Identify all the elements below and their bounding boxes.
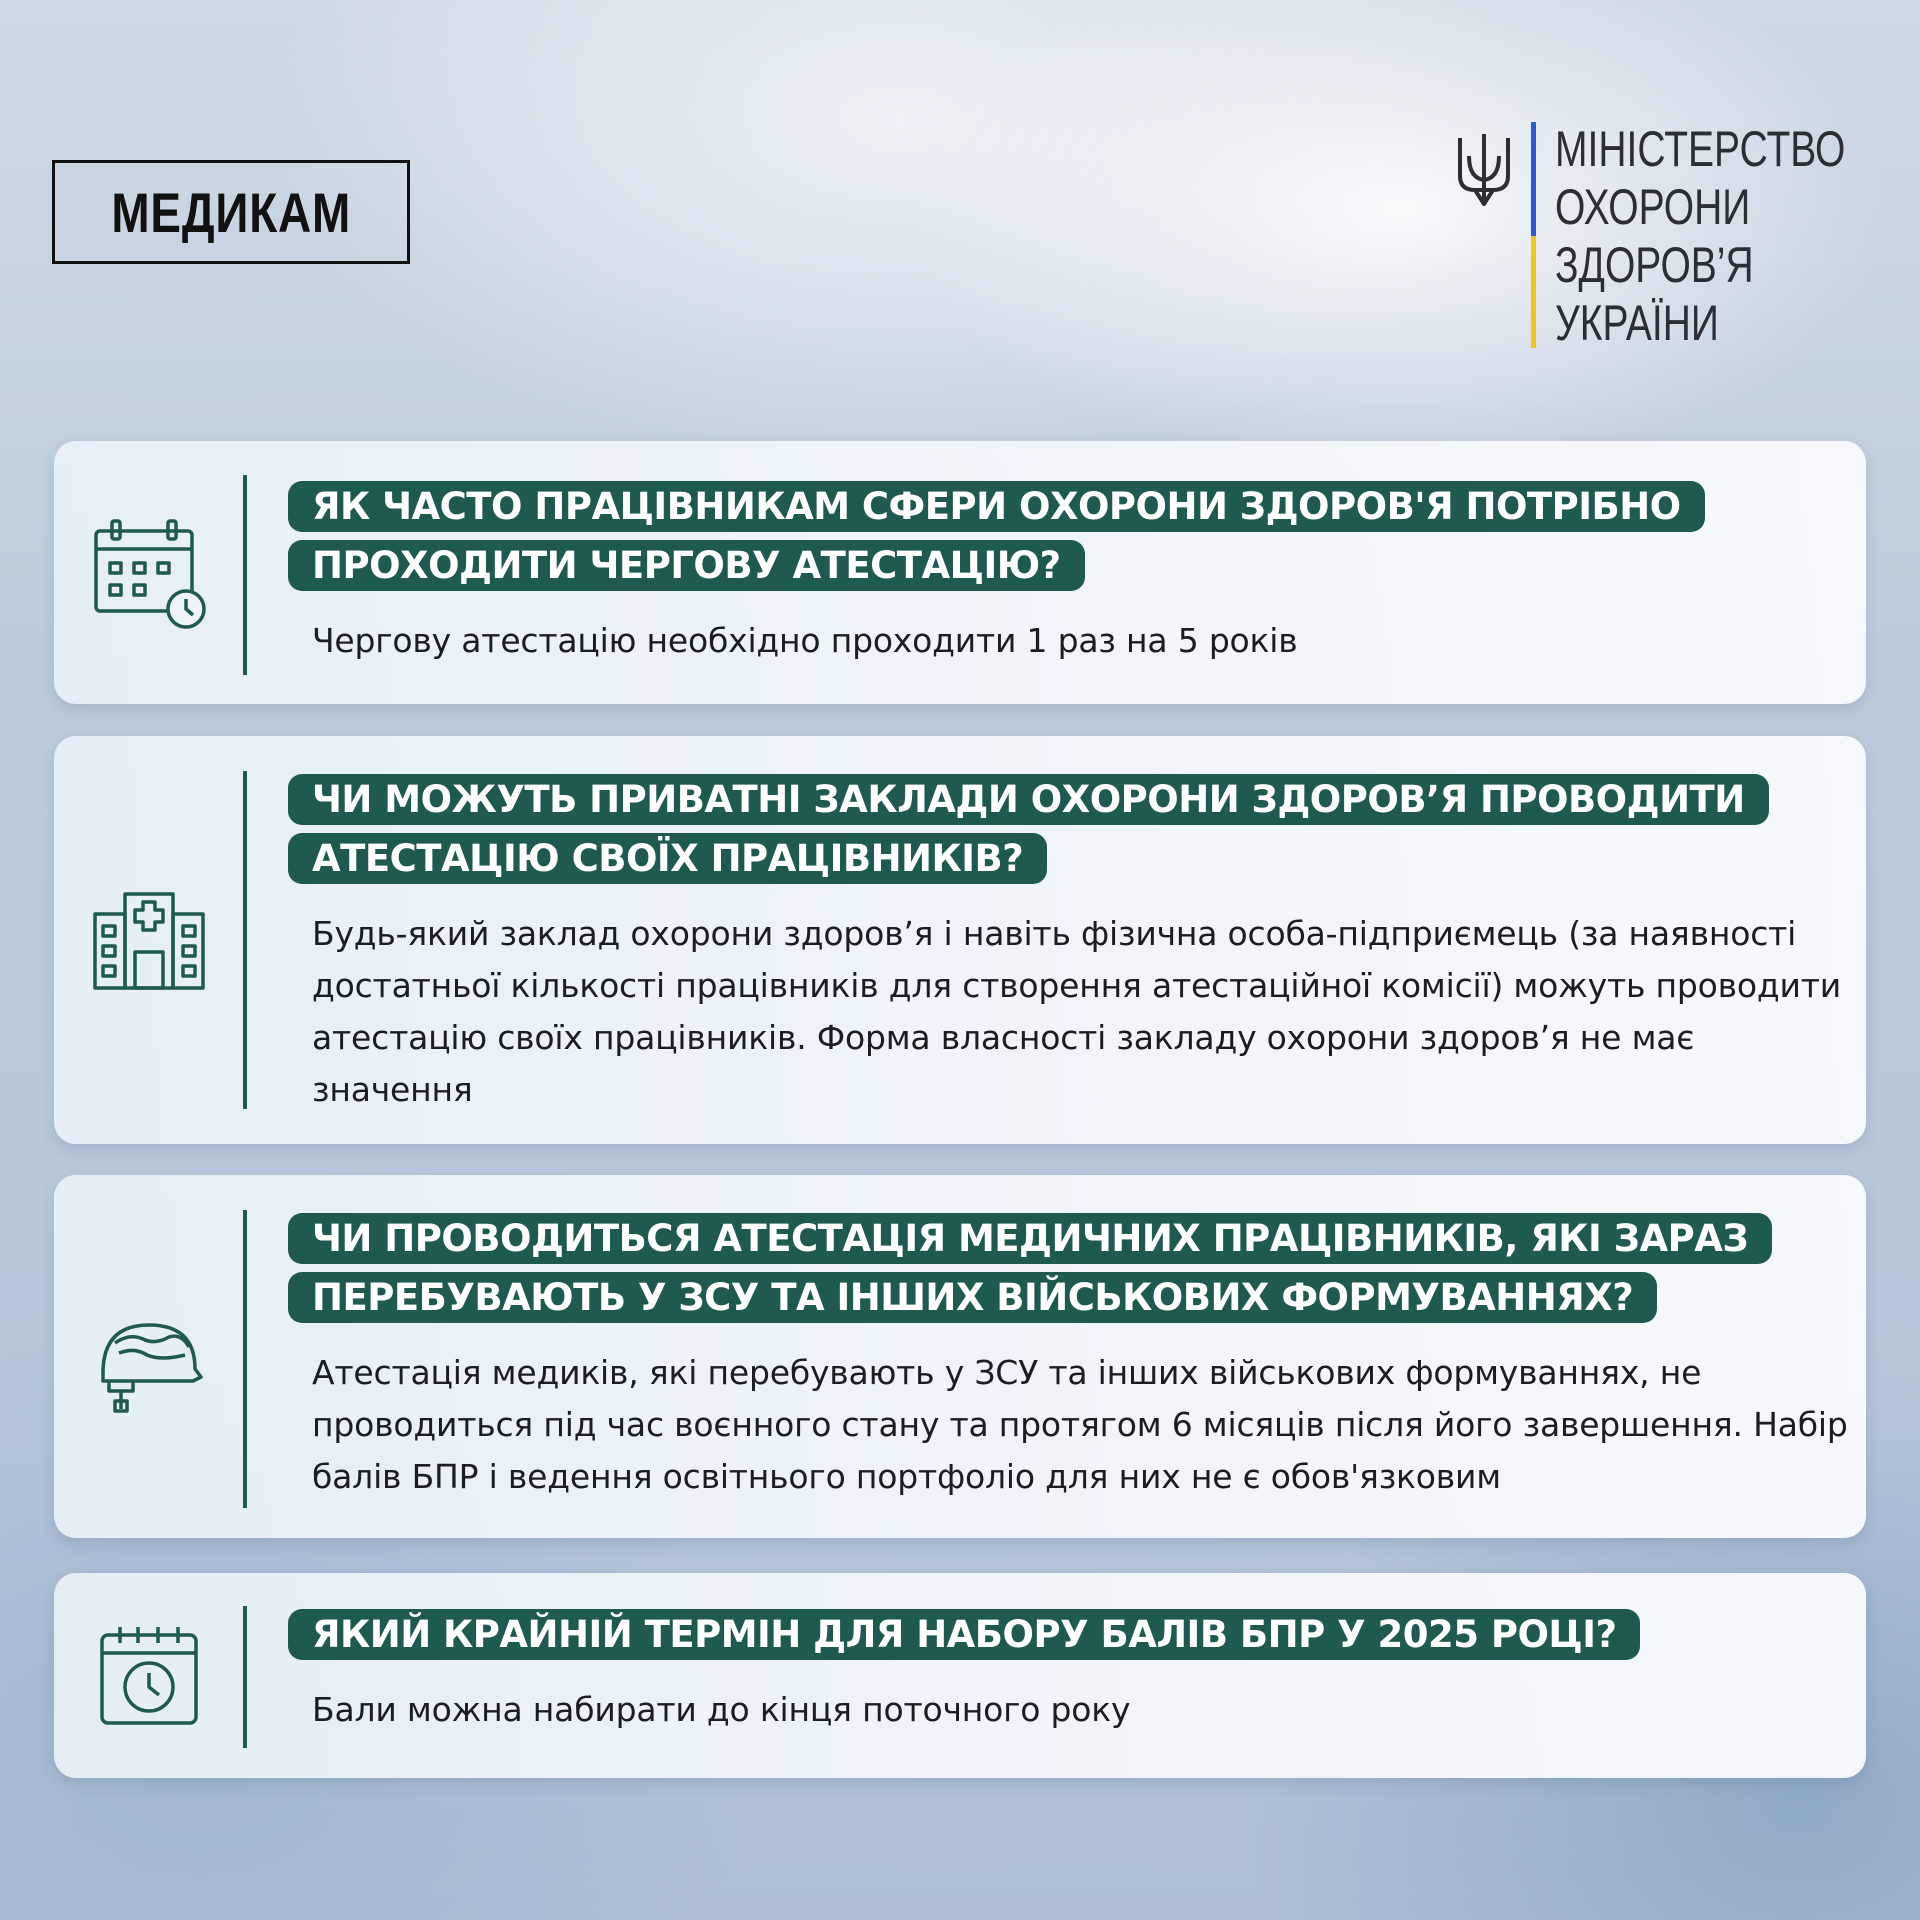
trident-icon [1455,130,1513,210]
faq-answer: Атестація медиків, які перебувають у ЗСУ та інших військових формуваннях, не проводиться під час воєнного стану та протягом 6 місяців після його завершення. Набір балів БПР і ведення освітнього портфоліо для них не є обов'язковим [312,1353,1848,1496]
hospital-icon [84,876,214,1006]
faq-answer: Бали можна набирати до кінця поточного року [312,1690,1131,1729]
flag-stripe-yellow [1531,236,1536,348]
military-helmet-icon [84,1297,214,1427]
faq-question: ЧИ ПРОВОДИТЬСЯ АТЕСТАЦІЯ МЕДИЧНИХ ПРАЦІВНИКІВ, ЯКІ ЗАРАЗ ПЕРЕБУВАЮТЬ У ЗСУ ТА ІНШИХ ВІЙСЬКОВИХ ФОРМУВАННЯХ? [288,1213,1772,1323]
faq-answer: Будь-який заклад охорони здоров’я і навіть фізична особа-підприємець (за наявності достатньої кількості працівників для створення атестаційної комісії) можуть проводити атестацію своїх працівників. Форма власності закладу охорони здоров’я не має значення [312,914,1842,1109]
ministry-name-line: МІНІСТЕРСТВО [1555,121,1846,177]
calendar-clock-icon [84,1611,214,1741]
ministry-name-line: ЗДОРОВ’Я [1555,237,1754,293]
ministry-name-line: УКРАЇНИ [1555,295,1719,351]
card-divider [243,475,247,675]
faq-card [54,1175,1866,1538]
category-tag [52,160,410,264]
faq-question: ЯКИЙ КРАЙНІЙ ТЕРМІН ДЛЯ НАБОРУ БАЛІВ БПР У 2025 РОЦІ? [288,1609,1640,1660]
ministry-logo [1455,121,1846,352]
ministry-name [1555,120,1845,352]
category-tag-label: МЕДИКАМ [111,180,351,244]
card-divider [243,1210,247,1508]
card-divider [243,1606,247,1748]
faq-card [54,1573,1866,1778]
faq-card [54,736,1866,1144]
faq-card [54,441,1866,704]
faq-question: ЧИ МОЖУТЬ ПРИВАТНІ ЗАКЛАДИ ОХОРОНИ ЗДОРОВ’Я ПРОВОДИТИ АТЕСТАЦІЮ СВОЇХ ПРАЦІВНИКІВ? [288,774,1769,884]
faq-answer: Чергову атестацію необхідно проходити 1 раз на 5 років [312,621,1298,660]
calendar-clock-icon [84,511,214,641]
ministry-name-line: ОХОРОНИ [1555,179,1751,235]
faq-question: ЯК ЧАСТО ПРАЦІВНИКАМ СФЕРИ ОХОРОНИ ЗДОРОВ'Я ПОТРІБНО ПРОХОДИТИ ЧЕРГОВУ АТЕСТАЦІЮ? [288,481,1705,591]
flag-stripe-blue [1531,122,1536,236]
card-divider [243,771,247,1109]
